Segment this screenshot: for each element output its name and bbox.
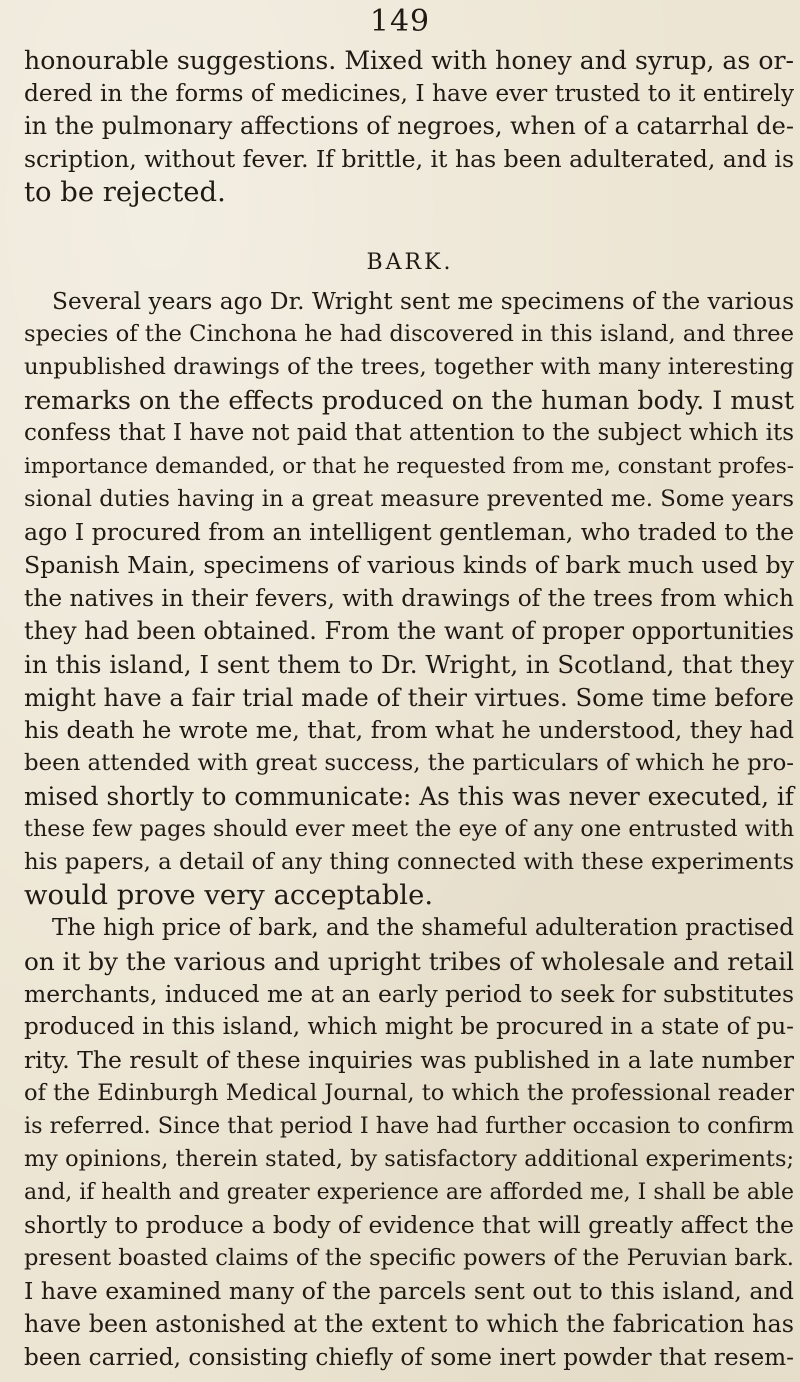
text-line: I have examined many of the parcels sent out to this island, and — [24, 1277, 794, 1305]
text-line: in this island, I sent them to Dr. Wright, in Scotland, that they — [24, 650, 795, 679]
text-line: been carried, consisting chiefly of some inert powder that resem- — [24, 1344, 795, 1371]
text-line: present boasted claims of the specific powers of the Peruvian bark. — [24, 1245, 794, 1271]
text-line: the natives in their fevers, with drawings of the trees from which — [24, 585, 794, 612]
text-line: would prove very acceptable. — [24, 880, 434, 911]
text-line: honourable suggestions. Mixed with honey and syrup, as or- — [24, 46, 794, 75]
text-line: these few pages should ever meet the eye of any one entrusted with — [24, 816, 795, 842]
text-line: merchants, induced me at an early period to seek for substitutes — [24, 980, 794, 1008]
text-line: his papers, a detail of any thing connected with these experiments — [24, 849, 795, 875]
text-line: dered in the forms of medicines, I have ever trusted to it entirely — [24, 80, 795, 107]
text-line: mised shortly to communicate: As this was never executed, if — [24, 782, 794, 811]
text-line: sional duties having in a great measure prevented me. Some years — [24, 486, 795, 512]
text-line: they had been obtained. From the want of proper opportunities — [24, 617, 794, 645]
text-line: The high price of bark, and the shameful adulteration practised — [52, 915, 794, 941]
text-line: remarks on the effects produced on the human body. I must — [24, 385, 795, 415]
text-line: in the pulmonary affections of negroes, when of a catarrhal de- — [24, 112, 794, 140]
text-line: Several years ago Dr. Wright sent me specimens of the various — [52, 288, 795, 315]
text-line: his death he wrote me, that, from what he understood, they had — [24, 716, 795, 744]
text-line: unpublished drawings of the trees, together with many interesting — [24, 354, 795, 380]
text-line: have been astonished at the extent to which the fabrication has — [24, 1310, 794, 1338]
text-line: my opinions, therein stated, by satisfactory additional experiments; — [24, 1146, 795, 1172]
text-line: to be rejected. — [24, 177, 226, 208]
text-line: on it by the various and upright tribes of wholesale and retail — [24, 947, 795, 976]
text-line: been attended with great success, the particulars of which he pro- — [24, 750, 795, 776]
text-line: rity. The result of these inquiries was published in a late number — [24, 1046, 795, 1074]
text-line: of the Edinburgh Medical Journal, to which the professional reader — [24, 1080, 794, 1106]
text-line: scription, without fever. If brittle, it has been adulterated, and is — [24, 145, 795, 173]
text-line: confess that I have not paid that attention to the subject which its — [24, 420, 795, 446]
text-line: Spanish Main, specimens of various kinds of bark much used by — [24, 551, 795, 579]
section-heading: BARK. — [366, 250, 454, 275]
page-text — [24, 44, 796, 1374]
text-line: importance demanded, or that he requested from me, constant profes- — [24, 454, 795, 479]
text-line: is referred. Since that period I have had further occasion to confirm — [24, 1113, 794, 1139]
text-line: species of the Cinchona he had discovered in this island, and three — [24, 321, 794, 347]
text-line: might have a fair trial made of their virtues. Some time before — [24, 683, 794, 712]
text-line: and, if health and greater experience are afforded me, I shall be able — [24, 1180, 794, 1205]
text-line: ago I procured from an intelligent gentleman, who traded to the — [24, 518, 795, 546]
page-number: 149 — [369, 4, 431, 39]
text-line: shortly to produce a body of evidence that will greatly affect the — [24, 1211, 794, 1239]
text-line: produced in this island, which might be procured in a state of pu- — [24, 1014, 794, 1040]
